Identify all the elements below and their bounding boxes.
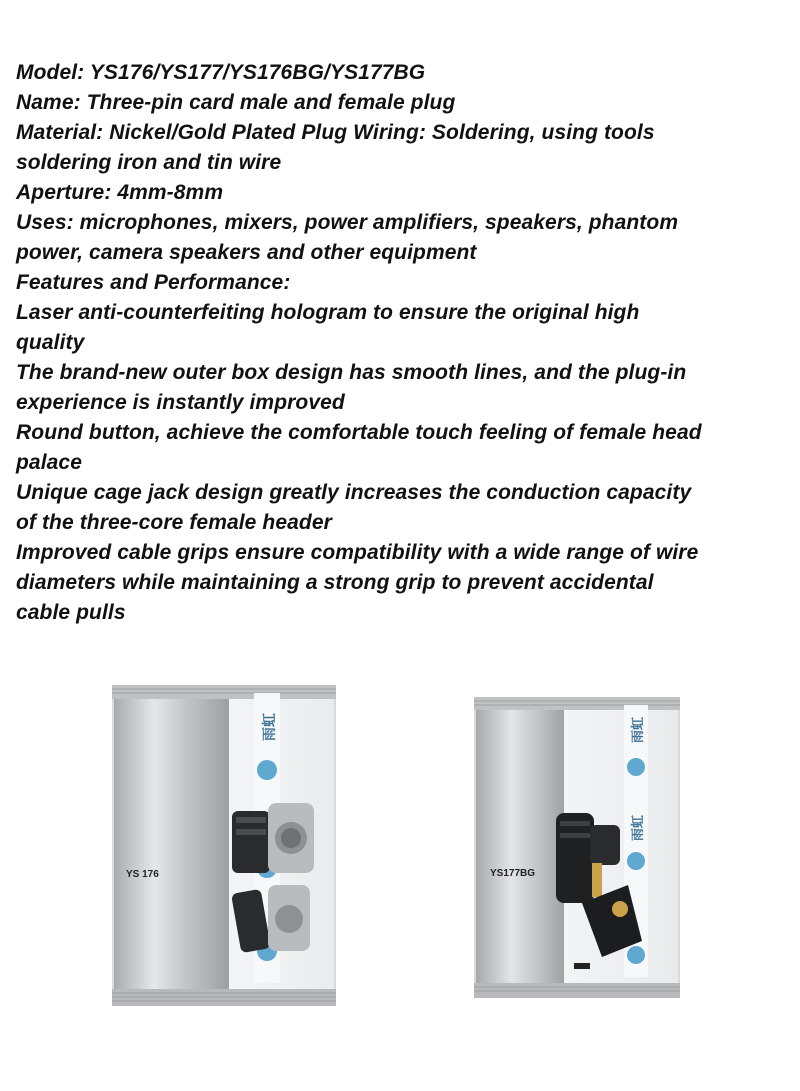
- spec-line: Laser anti-counterfeiting hologram to ensure the original high: [16, 301, 640, 324]
- spec-line: palace: [16, 451, 82, 474]
- svg-text:雨虹: 雨虹: [630, 814, 645, 841]
- spec-line: Material: Nickel/Gold Plated Plug Wiring: Soldering, using tools: [16, 121, 655, 144]
- spec-line: cable pulls: [16, 601, 126, 624]
- spec-line: Features and Performance:: [16, 271, 291, 294]
- spec-line: Aperture: 4mm-8mm: [16, 181, 224, 204]
- spec-line: diameters while maintaining a strong grip to prevent accidental: [16, 571, 654, 594]
- spec-line: The brand-new outer box design has smooth lines, and the plug-in: [16, 361, 687, 384]
- spec-line: Round button, achieve the comfortable touch feeling of female head: [16, 421, 702, 444]
- svg-text:雨虹: 雨虹: [630, 716, 645, 743]
- spec-line: power, camera speakers and other equipment: [16, 241, 477, 264]
- package-label: YS177BG: [490, 868, 536, 879]
- spec-line: Name: Three-pin card male and female plug: [16, 91, 456, 114]
- spec-line: soldering iron and tin wire: [16, 151, 282, 174]
- spec-line: Improved cable grips ensure compatibility with a wide range of wire: [16, 541, 699, 564]
- package-label: YS 176: [126, 869, 159, 880]
- svg-text:雨虹: 雨虹: [261, 713, 277, 741]
- spec-line: Uses: microphones, mixers, power amplifiers, speakers, phantom: [16, 211, 679, 234]
- spec-line: of the three-core female header: [16, 511, 332, 534]
- spec-line: Unique cage jack design greatly increases the conduction capacity: [16, 481, 692, 504]
- package-bag-illustration: [108, 683, 340, 1008]
- spec-line: experience is instantly improved: [16, 391, 345, 414]
- spec-line: quality: [16, 331, 85, 354]
- product-photo-ys177bg: [470, 695, 684, 1000]
- product-photo-ys176: [108, 683, 340, 1008]
- product-spec-text: [16, 58, 796, 628]
- spec-line: Model: YS176/YS177/YS176BG/YS177BG: [16, 61, 426, 84]
- package-bag-illustration: [470, 695, 684, 1000]
